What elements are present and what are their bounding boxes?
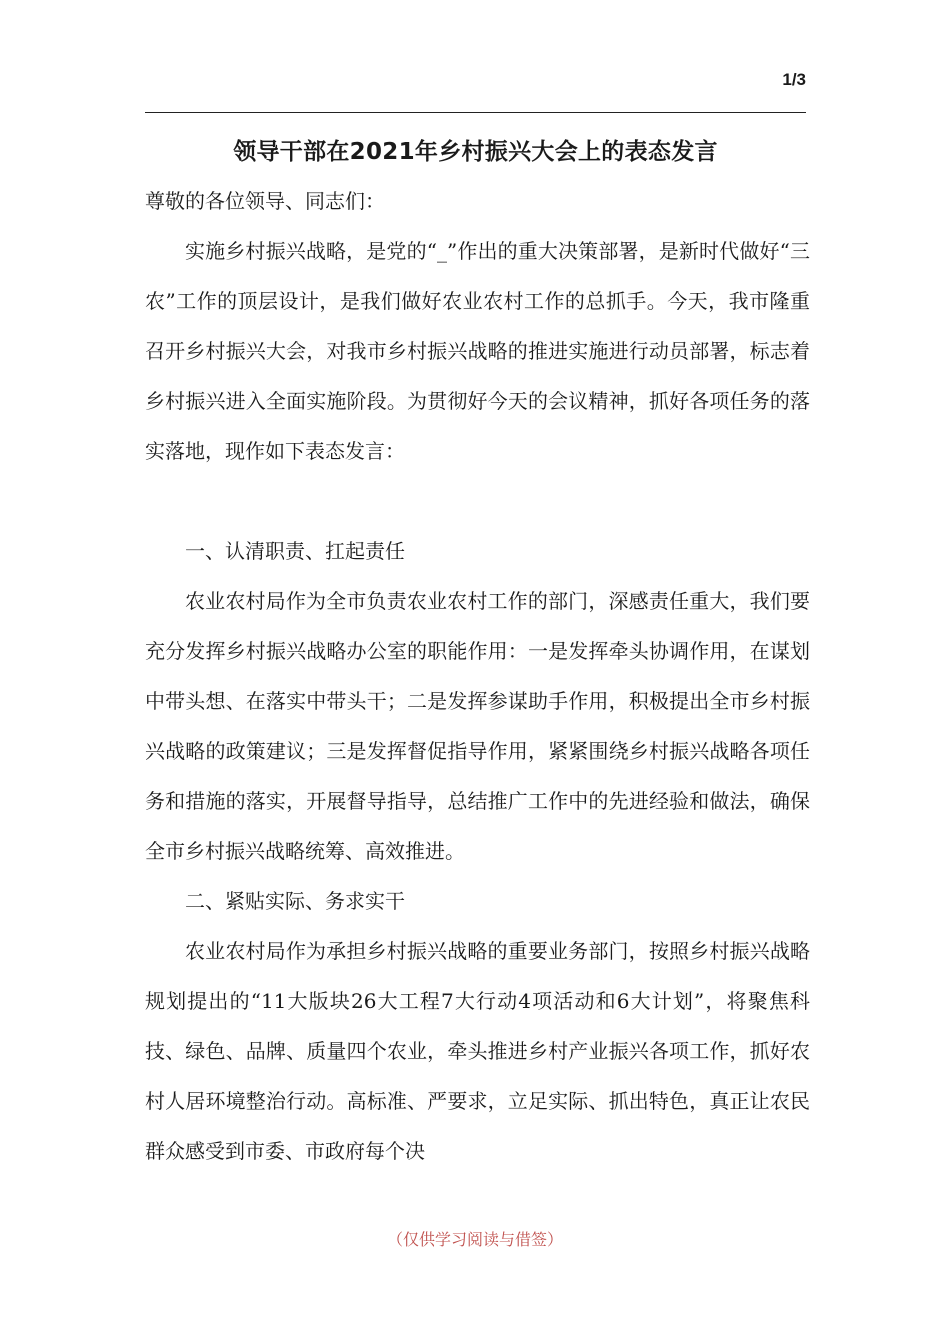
document-title: 领导干部在2021年乡村振兴大会上的表态发言	[233, 139, 718, 165]
intro-paragraph: 实施乡村振兴战略，是党的“_”作出的重大决策部署，是新时代做好“三农”工作的顶层设计，是我们做好农业农村工作的总抓手。今天，我市隆重召开乡村振兴大会，对我市乡村振兴战略的推进实施进行动员部署，标志着乡村振兴进入全面实施阶段。为贯彻好今天的会议精神，抓好各项任务的落实落地，现作如下表态发言：	[145, 239, 810, 463]
paragraph-gap	[145, 476, 810, 526]
header-rule	[145, 112, 806, 113]
section-1-paragraph: 农业农村局作为全市负责农业农村工作的部门，深感责任重大，我们要充分发挥乡村振兴战略办公室的职能作用：一是发挥牵头协调作用，在谋划中带头想、在落实中带头干；二是发挥参谋助手作用，积极提出全市乡村振兴战略的政策建议；三是发挥督促指导作用，紧紧围绕乡村振兴战略各项任务和措施的落实，开展督导指导，总结推广工作中的先进经验和做法，确保全市乡村振兴战略统筹、高效推进。	[145, 589, 810, 863]
section-2-paragraph: 农业农村局作为承担乡村振兴战略的重要业务部门，按照乡村振兴战略规划提出的“11大版块26大工程7大行动4项活动和6大计划”，将聚焦科技、绿色、品牌、质量四个农业，牵头推进乡村产业振兴各项工作，抓好农村人居环境整治行动。高标准、严要求，立足实际、抓出特色，真正让农民群众感受到市委、市政府每个决	[145, 939, 810, 1163]
document-body	[145, 176, 810, 1176]
footer-note: （仅供学习阅读与借签）	[386, 1230, 563, 1249]
page-number: 1/3	[782, 70, 806, 89]
section-2-heading: 二、紧贴实际、务求实干	[185, 889, 405, 913]
section-1-heading: 一、认清职责、扛起责任	[185, 539, 405, 563]
salutation: 尊敬的各位领导、同志们：	[145, 189, 385, 213]
